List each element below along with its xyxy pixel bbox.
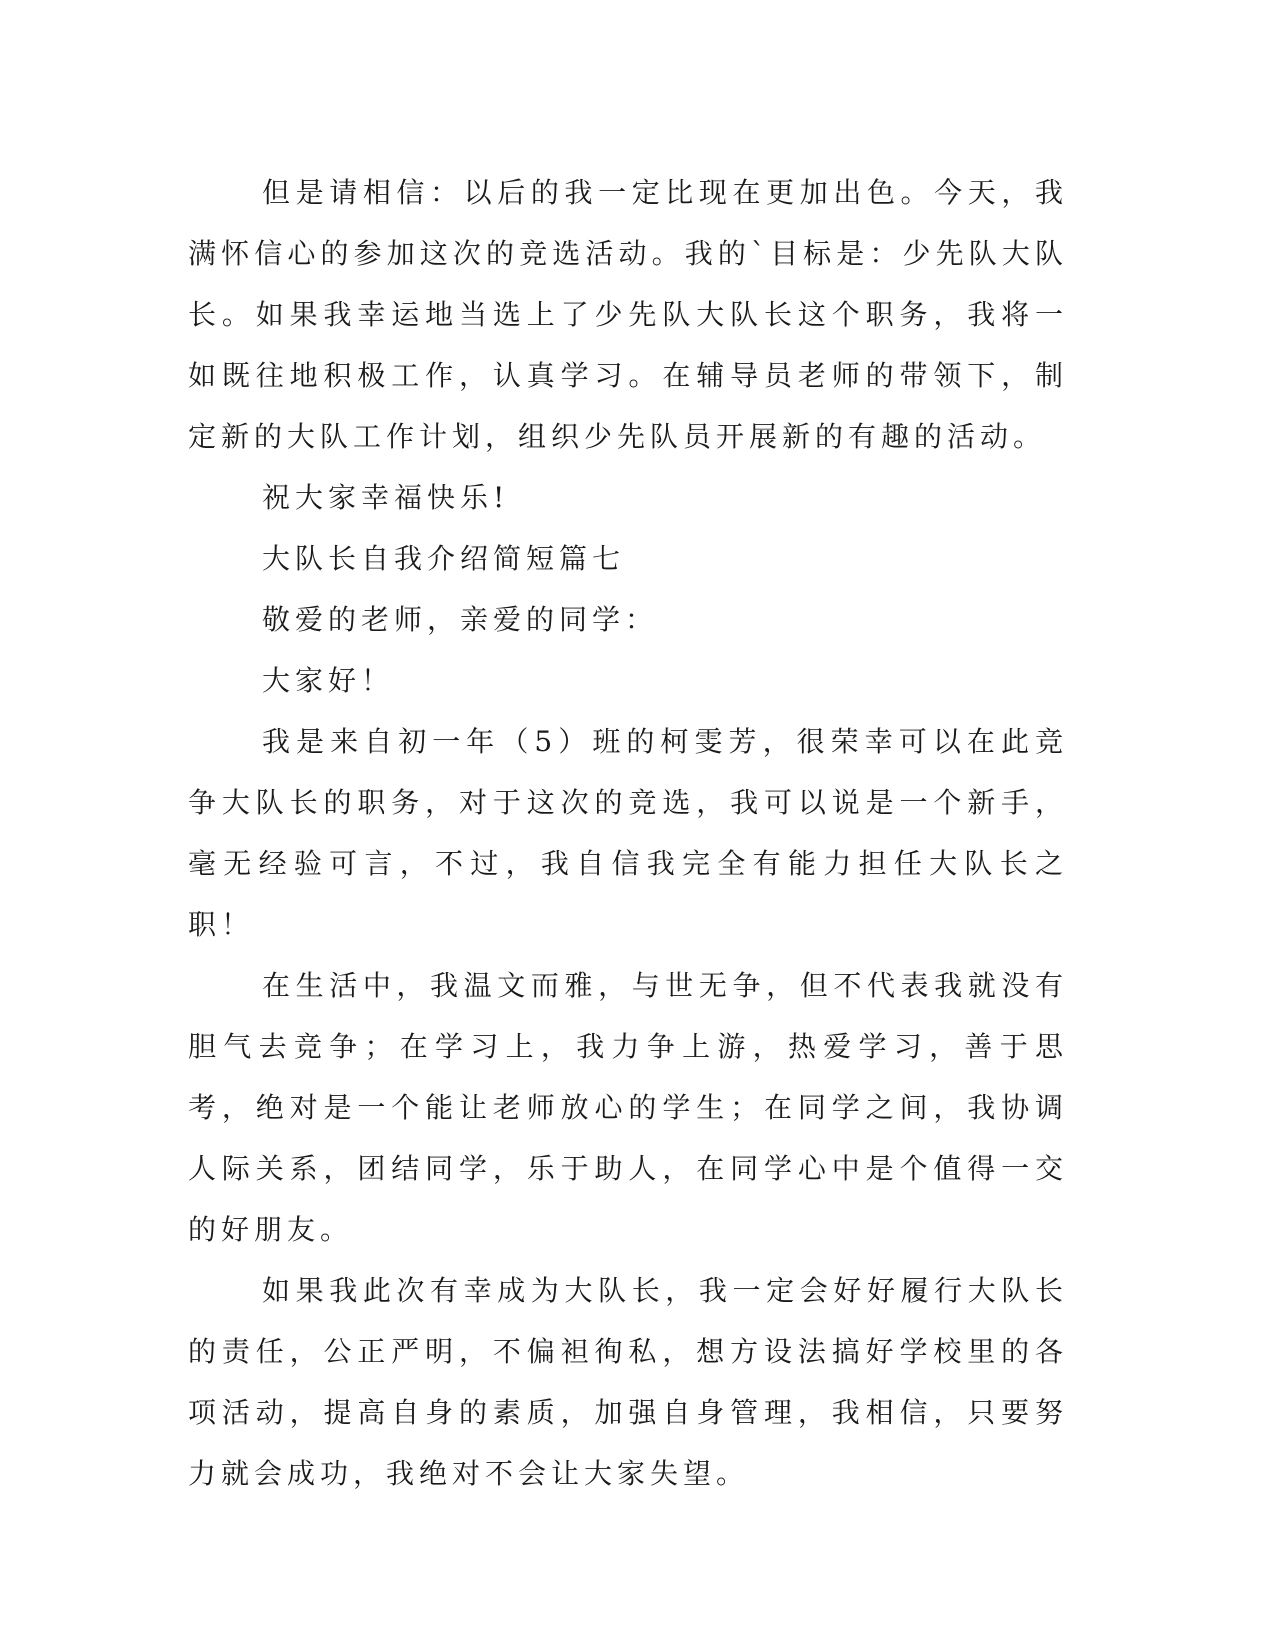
paragraph-qualities: 在生活中，我温文而雅，与世无争，但不代表我就没有胆气去竞争；在学习上，我力争上游，热爱学习，善于思考，绝对是一个能让老师放心的学生；在同学之间，我协调人际关系，团结同学，乐于助人，在同学心中是个值得一交的好朋友。: [188, 969, 1068, 1246]
paragraph-confidence: 但是请相信：以后的我一定比现在更加出色。今天，我满怀信心的参加这次的竞选活动。我的`目标是：少先队大队长。如果我幸运地当选上了少先队大队长这个职务，我将一如既往地积极工作，认真学习。在辅导员老师的带领下，制定新的大队工作计划，组织少先队员开展新的有趣的活动。: [188, 176, 1068, 453]
salutation: 敬爱的老师，亲爱的同学：: [262, 603, 659, 636]
greeting: 大家好！: [262, 664, 395, 697]
paragraph-blessing: 祝大家幸福快乐!: [262, 481, 510, 514]
paragraph-commitment: 如果我此次有幸成为大队长，我一定会好好履行大队长的责任，公正严明，不偏袒徇私，想方设法搞好学校里的各项活动，提高自身的素质，加强自身管理，我相信，只要努力就会成功，我绝对不会让大家失望。: [188, 1274, 1068, 1490]
paragraph-introduction: 我是来自初一年（5）班的柯雯芳，很荣幸可以在此竞争大队长的职务，对于这次的竞选，我可以说是一个新手，毫无经验可言，不过，我自信我完全有能力担任大队长之职！: [188, 725, 1068, 941]
document-body: [188, 162, 1068, 1504]
section-heading: 大队长自我介绍简短篇七: [262, 542, 626, 575]
